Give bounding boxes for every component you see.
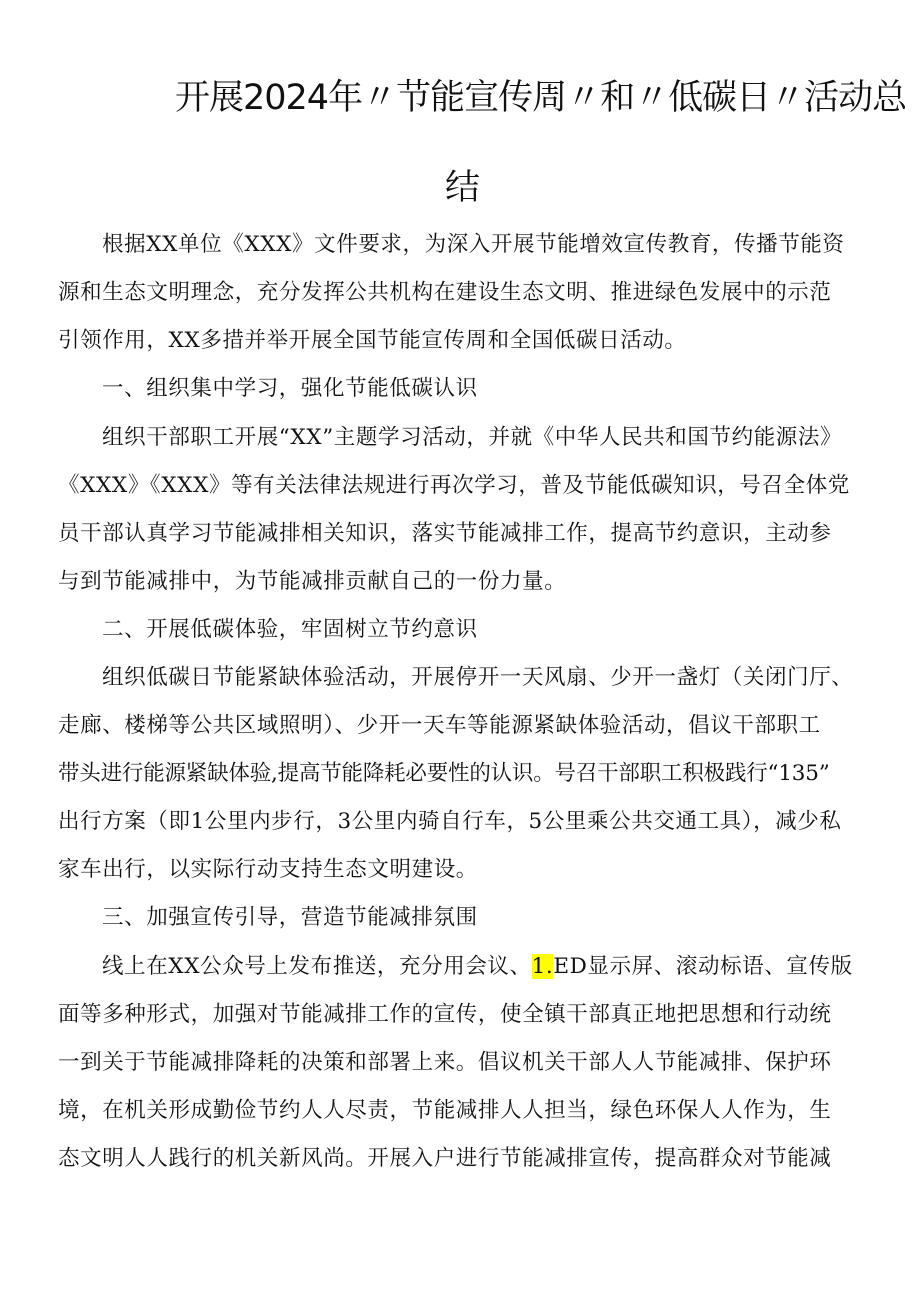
paragraph-line: 源和生态文明理念，充分发挥公共机构在建设生态文明、推进绿色发展中的示范: [58, 280, 832, 305]
paragraph-line: 态文明人人践行的机关新风尚。开展入户进行节能减排宣传，提高群众对节能减: [58, 1146, 832, 1171]
paragraph-line: 面等多种形式，加强对节能减排工作的宣传，使全镇干部真正地把思想和行动统: [58, 1002, 832, 1027]
paragraph-line: 引领作用，XX多措并举开展全国节能宣传周和全国低碳日活动。: [58, 328, 687, 353]
highlighted-text: 1.: [531, 954, 554, 979]
paragraph-line: 境，在机关形成勤俭节约人人尽责，节能减排人人担当，绿色环保人人作为，生: [58, 1098, 832, 1123]
text-before-highlight: 线上在XX公众号上发布推送，充分用会议、: [102, 954, 532, 979]
section-heading-2: 二、开展低碳体验，牢固树立节约意识: [102, 617, 478, 642]
paragraph-line: 家车出行，以实际行动支持生态文明建设。: [58, 857, 478, 882]
document-title-line-2: 结: [445, 168, 480, 208]
paragraph-line: 《XXX》《XXX》等有关法律法规进行再次学习，普及节能低碳知识，号召全体党: [58, 473, 850, 498]
paragraph-line: 出行方案（即1公里内步行，3公里内骑自行车，5公里乘公共交通工具），减少私: [58, 809, 842, 834]
paragraph-line: 员干部认真学习节能减排相关知识，落实节能减排工作，提高节约意识，主动参: [58, 521, 832, 546]
paragraph-line: 走廊、楼梯等公共区域照明）、少开一天车等能源紧缺体验活动，倡议干部职工: [58, 713, 821, 738]
section-heading-1: 一、组织集中学习，强化节能低碳认识: [102, 376, 478, 401]
document-title-line-1: 开展2024年〃节能宣传周〃和〃低碳日〃活动总: [175, 78, 907, 118]
paragraph-line: 根据XX单位《XXX》文件要求，为深入开展节能增效宣传教育，传播节能资: [102, 232, 845, 257]
text-after-highlight: ED显示屏、滚动标语、宣传版: [553, 954, 853, 979]
paragraph-line-with-highlight: [102, 952, 878, 982]
paragraph-line: 组织干部职工开展“XX”主题学习活动，并就《中华人民共和国节约能源法》: [102, 425, 843, 450]
paragraph-line: 与到节能减排中，为节能减排贡献自己的一份力量。: [58, 569, 567, 594]
paragraph-line: 一到关于节能减排降耗的决策和部署上来。倡议机关干部人人节能减排、保护环: [58, 1050, 832, 1075]
paragraph-line: 组织低碳日节能紧缺体验活动，开展停开一天风扇、少开一盏灯（关闭门厅、: [102, 665, 854, 690]
section-heading-3: 三、加强宣传引导，营造节能减排氛围: [102, 905, 478, 930]
paragraph-line: 带头进行能源紧缺体验,提高节能降耗必要性的认识。号召干部职工积极践行“135”: [58, 761, 830, 786]
